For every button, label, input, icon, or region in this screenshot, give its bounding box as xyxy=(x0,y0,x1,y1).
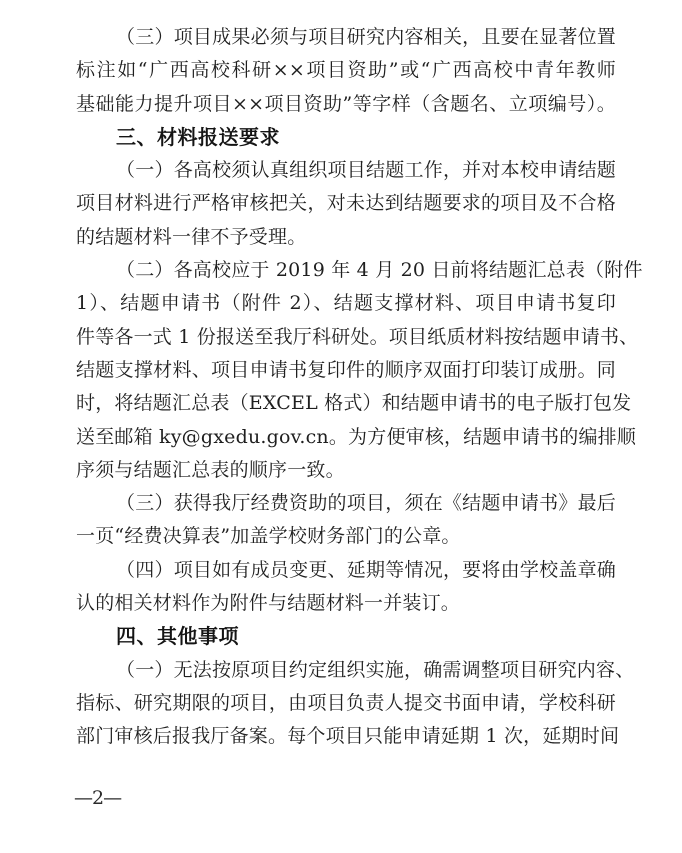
text-line: 认的相关材料作为附件与结题材料一并装订。 xyxy=(76,592,461,615)
text-line: 基础能力提升项目××项目资助”等字样（含题名、立项编号）。 xyxy=(76,92,616,115)
text-line: 时，将结题汇总表（EXCEL 格式）和结题申请书的电子版打包发 xyxy=(76,392,632,415)
text-line: 指标、研究期限的项目，由项目负责人提交书面申请，学校科研 xyxy=(76,691,616,714)
document-body xyxy=(76,21,643,754)
text-line: 1）、结题申请书（附件 2）、结题支撑材料、项目申请书复印 xyxy=(76,292,616,315)
text-line: 标注如“广西高校科研××项目资助”或“广西高校中青年教师 xyxy=(76,59,616,82)
section-heading: 三、材料报送要求 xyxy=(116,124,280,149)
text-line: （三）项目成果必须与项目研究内容相关，且要在显著位置 xyxy=(116,26,616,48)
text-line: 的结题材料一律不予受理。 xyxy=(76,225,307,248)
text-line: （二）各高校应于 2019 年 4 月 20 日前将结题汇总表（附件 xyxy=(116,259,643,282)
text-line: 项目材料进行严格审核把关，对未达到结题要求的项目及不合格 xyxy=(76,192,616,215)
text-line: 送至邮箱 ky@gxedu.gov.cn。为方便审核，结题申请书的编排顺 xyxy=(76,425,637,448)
text-line: 件等各一式 1 份报送至我厅科研处。项目纸质材料按结题申请书、 xyxy=(76,325,639,348)
text-line: （一）各高校须认真组织项目结题工作，并对本校申请结题 xyxy=(116,159,616,182)
text-line: 序须与结题汇总表的顺序一致。 xyxy=(76,458,345,481)
text-line: （四）项目如有成员变更、延期等情况，要将由学校盖章确 xyxy=(116,558,616,581)
text-line: （三）获得我厅经费资助的项目，须在《结题申请书》最后 xyxy=(116,492,616,515)
text-line: 一页“经费决算表”加盖学校财务部门的公章。 xyxy=(76,525,461,548)
section-heading: 四、其他事项 xyxy=(116,624,239,649)
text-line: （一）无法按原项目约定组织实施，确需调整项目研究内容、 xyxy=(116,658,635,681)
page-number: —2— xyxy=(74,787,122,809)
text-line: 结题支撑材料、项目申请书复印件的顺序双面打印装订成册。同 xyxy=(76,358,616,381)
text-line: 部门审核后报我厅备案。每个项目只能申请延期 1 次，延期时间 xyxy=(76,725,620,748)
